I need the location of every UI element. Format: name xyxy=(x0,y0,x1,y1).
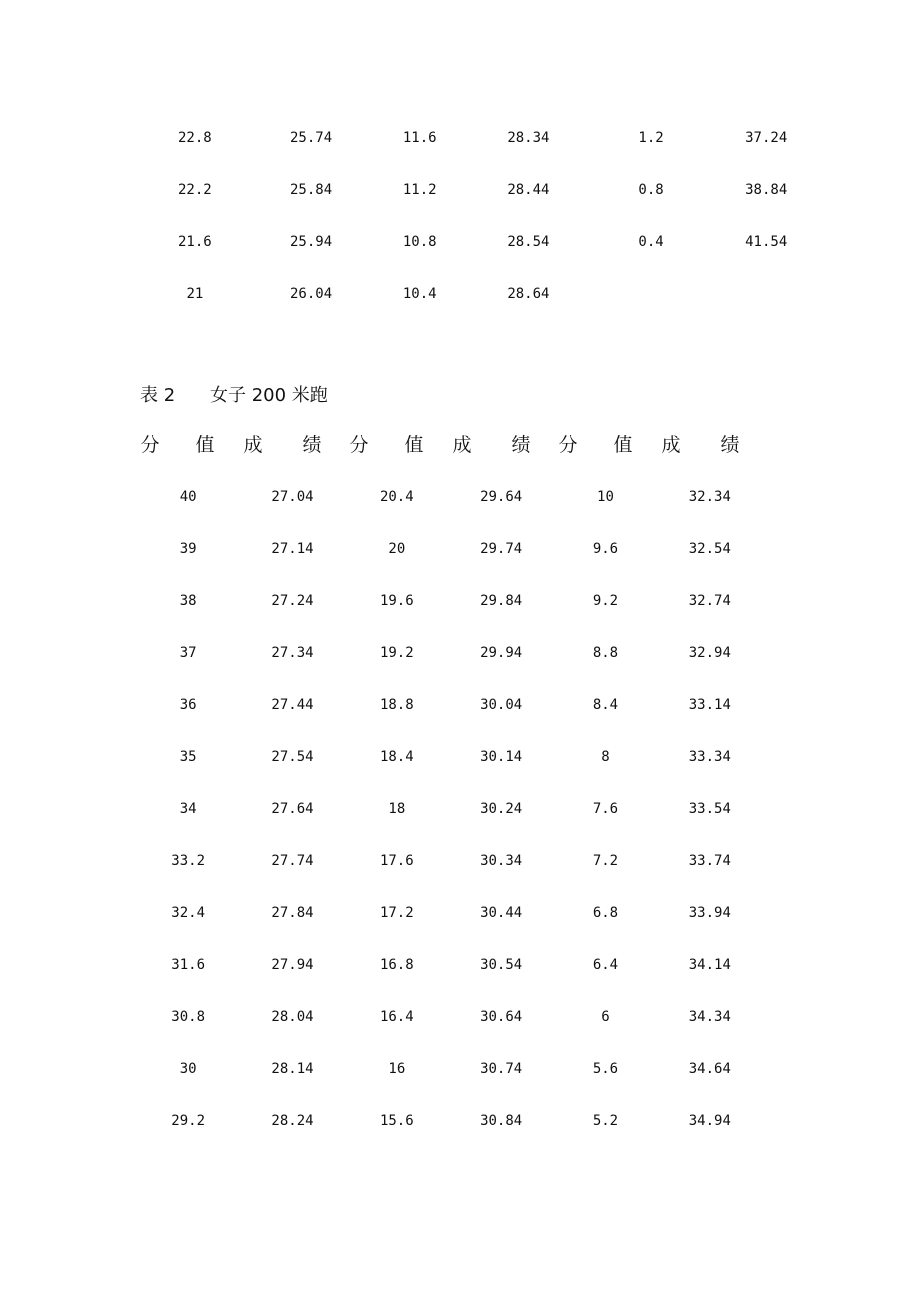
table-cell: 34.14 xyxy=(688,957,731,973)
table-cell: 30.64 xyxy=(480,1009,523,1025)
header-char: 值 xyxy=(613,434,633,456)
header-char: 分 xyxy=(140,434,160,456)
table-cell: 33.34 xyxy=(688,749,731,765)
table-cell: 30 xyxy=(179,1061,197,1077)
table-cell: 30.8 xyxy=(171,1009,206,1025)
table-row xyxy=(136,835,762,887)
table-cell: 29.64 xyxy=(480,489,523,505)
table-cell: 21.6 xyxy=(178,234,212,250)
table-cell: 1.2 xyxy=(638,130,664,146)
table-cell: 20 xyxy=(388,541,406,557)
table-cell: 6.8 xyxy=(592,905,619,921)
table-cell: 20.4 xyxy=(379,489,414,505)
table-cell: 19.6 xyxy=(379,593,414,609)
table-cell: 37.24 xyxy=(745,130,788,146)
table-row xyxy=(136,783,762,835)
table-cell: 16 xyxy=(388,1061,406,1077)
table-cell: 5.2 xyxy=(592,1113,619,1129)
table-cell: 0.8 xyxy=(638,182,664,198)
table-cell: 11.2 xyxy=(402,182,437,198)
table-cell: 10 xyxy=(597,489,614,505)
table-row xyxy=(140,112,820,164)
table-cell: 25.74 xyxy=(289,130,333,146)
table-cell: 27.84 xyxy=(271,905,314,921)
table-cell: 16.8 xyxy=(379,957,414,973)
table-cell: 29.2 xyxy=(171,1113,206,1129)
table-row xyxy=(136,939,762,991)
header-char: 成 xyxy=(452,434,472,456)
table-cell: 17.6 xyxy=(379,853,414,869)
table-cell: 18 xyxy=(388,801,406,817)
table-cell: 28.64 xyxy=(507,286,550,302)
table-row xyxy=(136,1043,762,1095)
table2-caption-label: 表 2 xyxy=(140,385,176,406)
table-cell: 36 xyxy=(179,697,197,713)
table-cell: 29.74 xyxy=(480,541,523,557)
table-cell: 8.4 xyxy=(592,697,619,713)
table-cell: 27.14 xyxy=(271,541,314,557)
table-row xyxy=(140,216,820,268)
table-cell: 9.6 xyxy=(592,541,619,557)
table-cell: 7.6 xyxy=(592,801,619,817)
table-cell: 28.34 xyxy=(507,130,550,146)
table-row xyxy=(136,731,762,783)
table-cell: 6 xyxy=(601,1009,610,1025)
table-cell: 28.04 xyxy=(271,1009,314,1025)
table2 xyxy=(136,471,762,1147)
table-row xyxy=(136,471,762,523)
table-cell: 28.44 xyxy=(507,182,550,198)
table-cell: 27.24 xyxy=(271,593,314,609)
table-cell: 21 xyxy=(186,286,204,302)
table-cell: 35 xyxy=(179,749,197,765)
table1-continuation xyxy=(140,112,820,320)
table-cell: 38 xyxy=(179,593,197,609)
header-char: 绩 xyxy=(511,434,531,456)
table-cell: 39 xyxy=(179,541,197,557)
table-cell: 16.4 xyxy=(379,1009,414,1025)
table2-caption-title: 女子 200 米跑 xyxy=(210,385,328,406)
table-row xyxy=(136,679,762,731)
table-cell: 22.8 xyxy=(178,130,212,146)
header-char: 成 xyxy=(243,434,263,456)
table2-caption xyxy=(140,381,328,407)
header-char: 分 xyxy=(558,434,578,456)
table-cell: 37 xyxy=(179,645,197,661)
table-cell: 0.4 xyxy=(638,234,664,250)
table-row xyxy=(136,523,762,575)
table-cell: 30.84 xyxy=(480,1113,523,1129)
table-cell: 33.54 xyxy=(688,801,731,817)
table-cell: 33.2 xyxy=(171,853,206,869)
table-cell: 17.2 xyxy=(379,905,414,921)
table-cell: 30.14 xyxy=(480,749,523,765)
header-char: 绩 xyxy=(720,434,740,456)
table-row xyxy=(140,164,820,216)
table-cell: 8.8 xyxy=(592,645,619,661)
table-cell: 28.24 xyxy=(271,1113,314,1129)
table-cell: 10.4 xyxy=(402,286,437,302)
table-cell: 29.94 xyxy=(480,645,523,661)
table-cell xyxy=(590,268,713,320)
table-row xyxy=(136,887,762,939)
table-cell: 28.14 xyxy=(271,1061,314,1077)
table-cell: 34.94 xyxy=(688,1113,731,1129)
table-cell: 32.74 xyxy=(688,593,731,609)
table-cell: 33.74 xyxy=(688,853,731,869)
table-cell: 27.44 xyxy=(271,697,314,713)
table-cell: 27.04 xyxy=(271,489,314,505)
table-cell: 30.24 xyxy=(480,801,523,817)
header-char: 绩 xyxy=(302,434,322,456)
table-cell: 8 xyxy=(601,749,610,765)
table-cell: 25.94 xyxy=(289,234,333,250)
table-cell: 6.4 xyxy=(592,957,619,973)
table-cell: 30.34 xyxy=(480,853,523,869)
table-cell: 27.64 xyxy=(271,801,314,817)
table-cell: 30.54 xyxy=(480,957,523,973)
table-cell: 33.14 xyxy=(688,697,731,713)
table-row xyxy=(136,575,762,627)
table-cell: 18.8 xyxy=(379,697,414,713)
table-cell: 15.6 xyxy=(379,1113,414,1129)
table-cell: 27.34 xyxy=(271,645,314,661)
table-cell: 11.6 xyxy=(402,130,437,146)
table-cell: 5.6 xyxy=(592,1061,619,1077)
table-cell: 33.94 xyxy=(688,905,731,921)
header-char: 值 xyxy=(195,434,215,456)
table-cell: 28.54 xyxy=(507,234,550,250)
table-cell: 32.4 xyxy=(171,905,206,921)
table-cell: 9.2 xyxy=(592,593,619,609)
table-row xyxy=(140,268,820,320)
header-char: 成 xyxy=(661,434,681,456)
table-cell: 41.54 xyxy=(745,234,788,250)
table-cell: 25.84 xyxy=(289,182,333,198)
table-cell: 30.74 xyxy=(480,1061,523,1077)
table-cell: 40 xyxy=(179,489,197,505)
table-cell: 31.6 xyxy=(171,957,206,973)
table-cell: 38.84 xyxy=(745,182,788,198)
table-cell: 27.94 xyxy=(271,957,314,973)
table-cell: 22.2 xyxy=(178,182,212,198)
table-cell: 27.54 xyxy=(271,749,314,765)
table-cell xyxy=(712,268,820,320)
table-row xyxy=(136,1095,762,1147)
table-cell: 10.8 xyxy=(402,234,437,250)
header-char: 值 xyxy=(404,434,424,456)
table-cell: 27.74 xyxy=(271,853,314,869)
table-cell: 34.34 xyxy=(688,1009,731,1025)
table-cell: 19.2 xyxy=(379,645,414,661)
table-cell: 32.94 xyxy=(688,645,731,661)
table-cell: 30.04 xyxy=(480,697,523,713)
table-cell: 7.2 xyxy=(592,853,619,869)
table-cell: 18.4 xyxy=(379,749,414,765)
header-char: 分 xyxy=(349,434,369,456)
table-cell: 26.04 xyxy=(289,286,333,302)
table-cell: 29.84 xyxy=(480,593,523,609)
table-row xyxy=(136,627,762,679)
table-row xyxy=(136,991,762,1043)
table-cell: 32.34 xyxy=(688,489,731,505)
table-cell: 34 xyxy=(179,801,197,817)
table-cell: 30.44 xyxy=(480,905,523,921)
table-cell: 34.64 xyxy=(688,1061,731,1077)
table2-header xyxy=(140,430,760,460)
table-cell: 32.54 xyxy=(688,541,731,557)
